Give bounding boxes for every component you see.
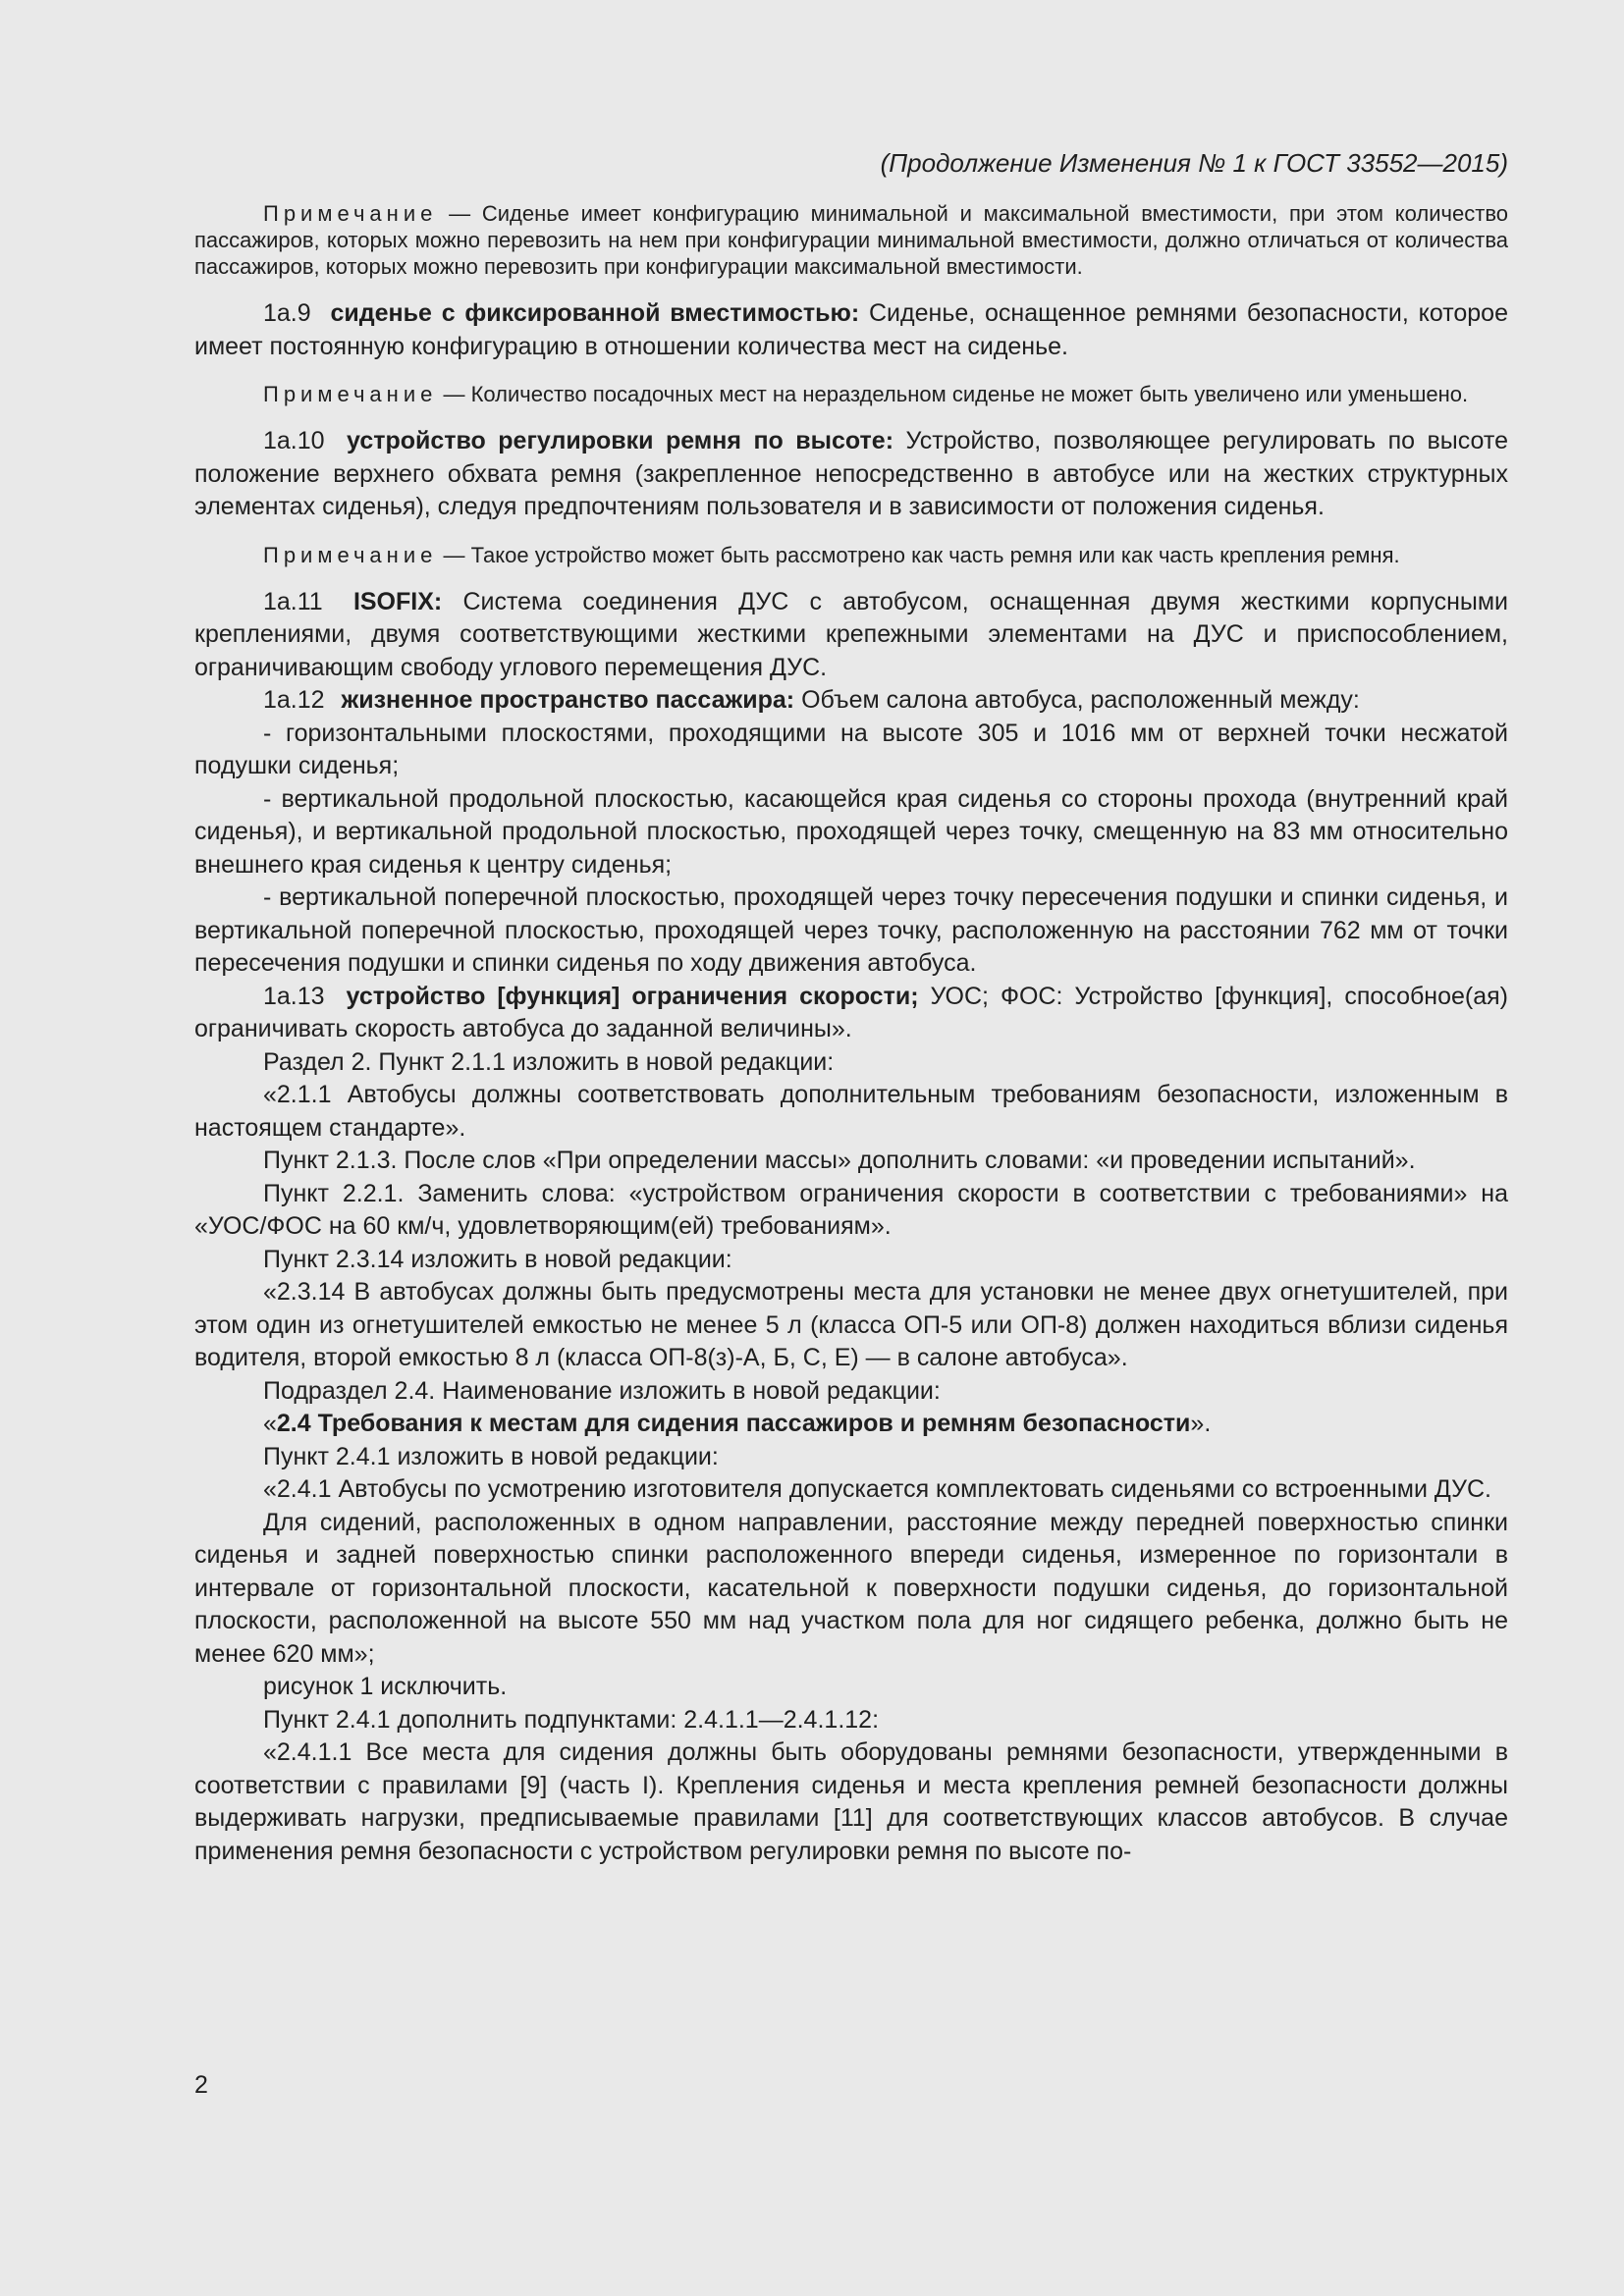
clause-2-4-1-intro: Пункт 2.4.1 изложить в новой редакции: (263, 1442, 719, 1470)
clause-1a12: 1а.12 жизненное пространство пассажира: Объем салона автобуса, расположенный между: (263, 686, 1360, 714)
clause-1a10: 1а.10 устройство регулировки ремня по высоте: Устройство, позволяющее регулировать по высоте положение верхнего обхвата ремня (закрепленное непосредственно в автобусе или на жестких структурных элементах сиденья), следуя предпочтениям пользователя и в зависимости от положения сиденья. (194, 427, 1508, 520)
note-label: Примечание (263, 382, 438, 406)
clause-2-4-1: «2.4.1 Автобусы по усмотрению изготовителя допускается комплектовать сиденьями со встроенными ДУС. (263, 1475, 1491, 1503)
clause-2-3-14: «2.3.14 В автобусах должны быть предусмотрены места для установки не менее двух огнетушителей, при этом один из огнетушителей емкостью не менее 5 л (класса ОП-5 или ОП-8) должен находиться вблизи сиденья водителя, второй емкостью 8 л (класса ОП-8(з)-А, Б, С, Е) — в салоне автобуса». (194, 1278, 1508, 1371)
section-2-intro: Раздел 2. Пункт 2.1.1 изложить в новой редакции: (263, 1047, 835, 1076)
clause-2-3-14-intro: Пункт 2.3.14 изложить в новой редакции: (263, 1245, 732, 1273)
clause-2-2-1: Пункт 2.2.1. Заменить слова: «устройством ограничения скорости в соответствии с требованиями» на «УОС/ФОС на 60 км/ч, удовлетворяющим(ей) требованиям». (194, 1179, 1508, 1240)
clause-1a12-item-1: - горизонтальными плоскостями, проходящими на высоте 305 и 1016 мм от верхней точки несжатой подушки сиденья; (194, 719, 1508, 779)
clause-2-4-1-1: «2.4.1.1 Все места для сидения должны быть оборудованы ремнями безопасности, утвержденными в соответствии с правилами [9] (часть I). Крепления сиденья и места крепления ремней безопасности должны выдерживать нагрузки, предписываемые правилами [11] для соответствующих классов автобусов. В случае применения ремня безопасности с устройством регулировки ремня по высоте по- (194, 1738, 1508, 1865)
subsection-2-4-intro: Подраздел 2.4. Наименование изложить в новой редакции: (263, 1376, 941, 1405)
note-label: Примечание (263, 542, 438, 567)
clause-2-1-3: Пункт 2.1.3. После слов «При определении массы» дополнить словами: «и проведении испытаний». (263, 1147, 1416, 1174)
note-label: Примечание (263, 201, 438, 226)
page-number: 2 (194, 2071, 208, 2099)
clause-2-4-1-body: Для сидений, расположенных в одном направлении, расстояние между передней поверхностью спинки сиденья и задней поверхностью спинки расположенного впереди сиденья, измеренное по горизонтали в интервале от горизонтальной плоскости, касательной к поверхности подушки сиденья, до горизонтальной плоскости, расположенной на высоте 550 мм над участком пола для ног сидящего ребенка, должно быть не менее 620 мм»; (194, 1508, 1508, 1668)
figure-1-removal: рисунок 1 исключить. (263, 1673, 508, 1700)
clause-1a13: 1а.13 устройство [функция] ограничения скорости; УОС; ФОС: Устройство [функция], способное(ая) ограничивать скорость автобуса до заданной величины». (194, 982, 1508, 1042)
clause-1a12-item-2: - вертикальной продольной плоскостью, касающейся края сиденья со стороны прохода (внутренний край сиденья), и вертикальной продольной плоскостью, проходящей через точку, смещенную на 83 мм относительно внешнего края сиденья к центру сиденья; (194, 784, 1508, 879)
running-header: (Продолжение Изменения № 1 к ГОСТ 33552—2015) (880, 148, 1508, 178)
page-content (194, 147, 1508, 1868)
subsection-2-4-title: «2.4 Требования к местам для сидения пассажиров и ремням безопасности». (263, 1410, 1212, 1437)
clause-1a9: 1а.9 сиденье с фиксированной вместимостью: Сиденье, оснащенное ремнями безопасности, которое имеет постоянную конфигурацию в отношении количества мест на сиденье. (194, 299, 1508, 360)
clause-2-4-1-addition: Пункт 2.4.1 дополнить подпунктами: 2.4.1.1—2.4.1.12: (263, 1705, 880, 1734)
clause-1a12-item-3: - вертикальной поперечной плоскостью, проходящей через точку пересечения подушки и спинки сиденья, и вертикальной поперечной плоскостью, проходящей через точку, расположенную на расстоянии 762 мм от точки пересечения подушки и спинки сиденья по ходу движения автобуса. (194, 883, 1508, 977)
note-2: Примечание — Количество посадочных мест на нераздельном сиденье не может быть увеличено или уменьшено. (263, 382, 1469, 406)
note-3: Примечание — Такое устройство может быть рассмотрено как часть ремня или как часть крепления ремня. (263, 542, 1400, 567)
clause-1a11: 1а.11 ISOFIX: Система соединения ДУС с автобусом, оснащенная двумя жесткими корпусными креплениями, двумя соответствующими жесткими крепежными элементами на ДУС и приспособлением, ограничивающим свободу углового перемещения ДУС. (194, 587, 1509, 681)
note-1: Примечание — Сиденье имеет конфигурацию минимальной и максимальной вместимости, при этом количество пассажиров, которых можно перевозить на нем при конфигурации минимальной вместимости, должно отличаться от количества пассажиров, которых можно перевозить при конфигурации максимальной вместимости. (194, 201, 1508, 279)
clause-2-1-1: «2.1.1 Автобусы должны соответствовать дополнительным требованиям безопасности, изложенным в настоящем стандарте». (194, 1081, 1508, 1142)
